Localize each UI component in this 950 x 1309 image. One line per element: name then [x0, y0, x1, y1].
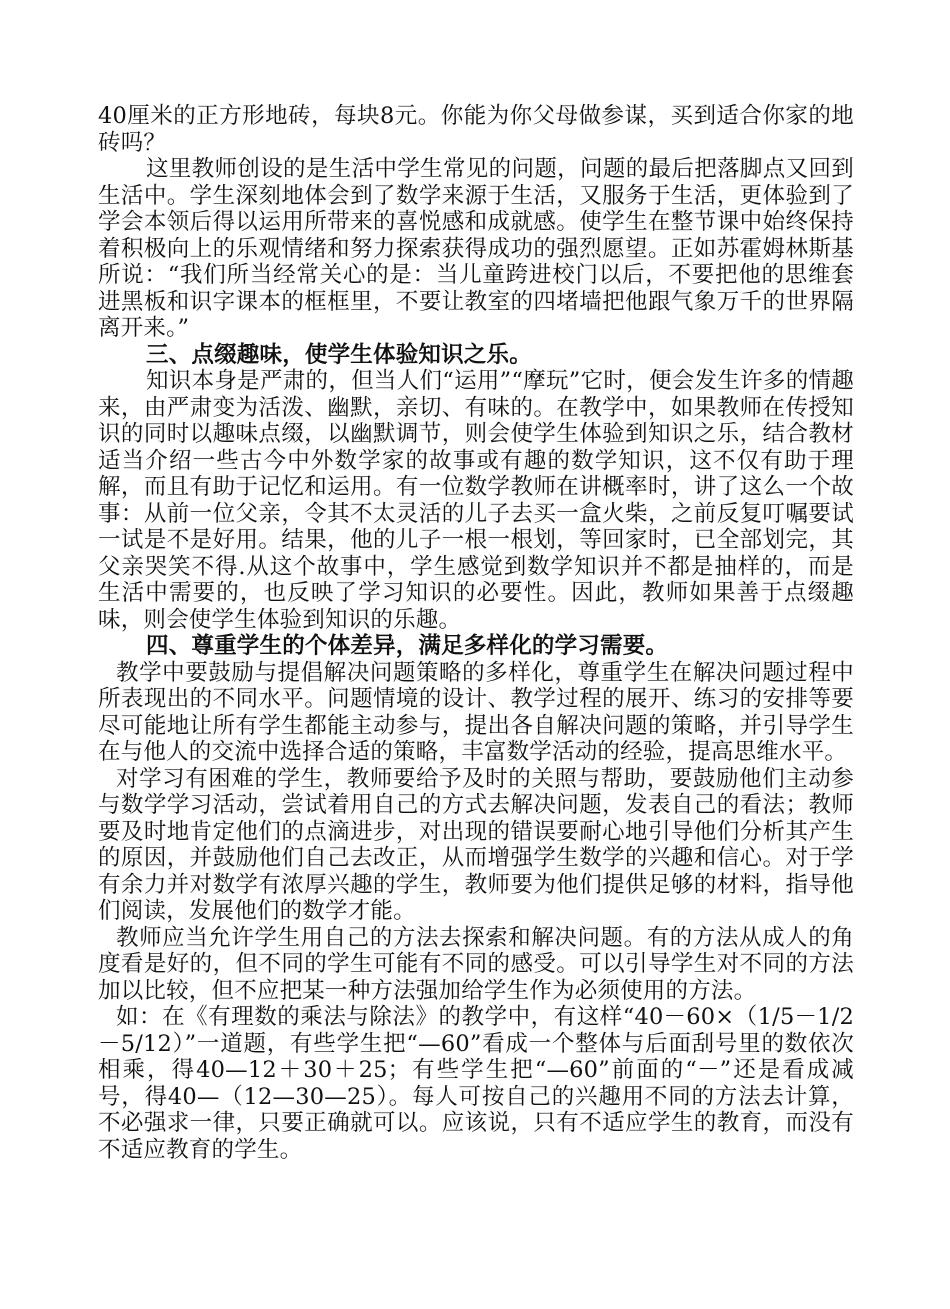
paragraph-floor-tiles: 40厘米的正方形地砖，每块8元。你能为你父母做参谋，买到适合你家的地砖吗？	[98, 103, 854, 156]
paragraph-struggling-students: 对学习有困难的学生，教师要给予及时的关照与帮助，要鼓励他们主动参与数学学习活动，尝试着用自己的方式去解决问题，发表自己的看法；教师要及时地肯定他们的点滴进步，对出现的错误要耐心地引导他们分析其产生的原因，并鼓励他们自己去改正，从而增强学生数学的兴趣和信心。对于学有余力并对数学有浓厚兴趣的学生，教师要为他们提供足够的材料，指导他们阅读，发展他们的数学才能。	[98, 765, 854, 924]
paragraph-knowledge-fun: 知识本身是严肃的，但当人们“运用”“摩玩”它时，便会发生许多的情趣来，由严肃变为活泼、幽默，亲切、有味的。在教学中，如果教师在传授知识的同时以趣味点缀，以幽默调节，则会使学生体验到知识之乐，结合教材适当介绍一些古今中外数学家的故事或有趣的数学知识，这不仅有助于理解，而且有助于记忆和运用。有一位数学教师在讲概率时，讲了这么一个故事：从前一位父亲，令其不太灵活的儿子去买一盒火柴，之前反复叮嘱要试一试是不是好用。结果，他的儿子一根一根划，等回家时，已全部划完，其父亲哭笑不得.从这个故事中，学生感觉到数学知识并不都是抽样的，而是生活中需要的，也反映了学习知识的必要性。因此，教师如果善于点缀趣味，则会使学生体验到知识的乐趣。	[98, 368, 854, 633]
paragraph-example: 如：在《有理数的乘法与除法》的教学中，有这样“40－60×（1/5－1/2－5/12）”一道题，有些学生把“—60”看成一个整体与后面刮号里的数依次相乘，得40—12＋30＋25；有些学生把“—60”前面的“－”还是看成减号，得40—（12—30—25）。每人可按自己的兴趣用不同的方法去计算，不必强求一律，只要正确就可以。应该说，只有不适应学生的教育，而没有不适应教育的学生。	[98, 1004, 854, 1163]
paragraph-own-methods: 教师应当允许学生用自己的方法去探索和解决问题。有的方法从成人的角度看是好的，但不同的学生可能有不同的感受。可以引导学生对不同的方法加以比较，但不应把某一种方法强加给学生作为必须使用的方法。	[98, 924, 854, 1004]
section-heading-four: 四、尊重学生的个体差异，满足多样化的学习需要。	[146, 633, 669, 659]
document-page	[98, 103, 854, 1163]
paragraph-strategy-diversity: 教学中要鼓励与提倡解决问题策略的多样化，尊重学生在解决问题过程中所表现出的不同水平。问题情境的设计、教学过程的展开、练习的安排等要尽可能地让所有学生都能主动参与，提出各自解决问题的策略，并引导学生在与他人的交流中选择合适的策略，丰富数学活动的经验，提高思维水平。	[98, 659, 854, 765]
paragraph-life-problem: 这里教师创设的是生活中学生常见的问题，问题的最后把落脚点又回到生活中。学生深刻地体会到了数学来源于生活，又服务于生活，更体验到了学会本领后得以运用所带来的喜悦感和成就感。使学生在整节课中始终保持着积极向上的乐观情绪和努力探索获得成功的强烈愿望。正如苏霍姆林斯基所说：“我们所当经常关心的是：当儿童跨进校门以后，不要把他的思维套进黑板和识字课本的框框里，不要让教室的四堵墙把他跟气象万千的世界隔离开来。”	[98, 156, 854, 341]
section-heading-three: 三、点缀趣味，使学生体验知识之乐。	[146, 341, 532, 368]
